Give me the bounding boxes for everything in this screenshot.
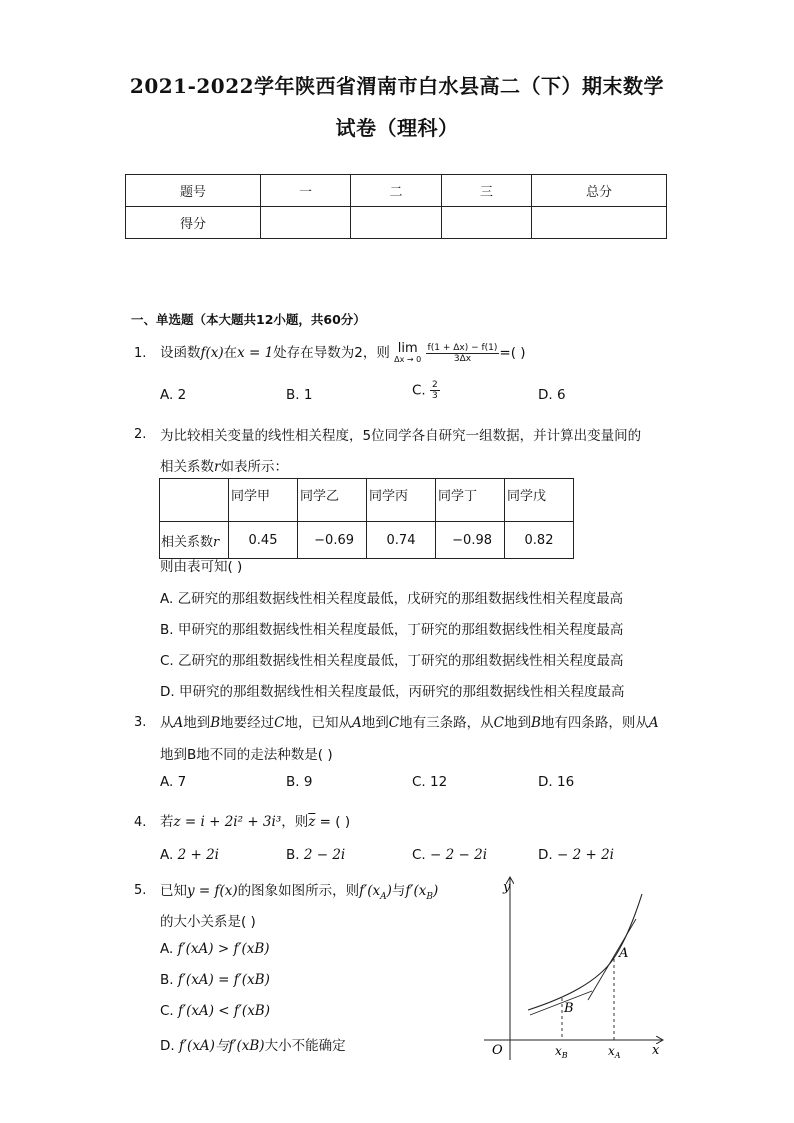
q3-text: 地有三条路，从	[399, 715, 494, 731]
q3-option-a	[160, 774, 186, 790]
option-value: 9	[303, 774, 313, 790]
correlation-table	[159, 478, 574, 559]
option-label: C.	[412, 382, 426, 399]
q1-x-eq: x = 1	[237, 345, 274, 361]
q2-line2	[160, 455, 288, 475]
question-1-text	[160, 341, 526, 365]
q3-option-c	[412, 774, 447, 790]
q3-var: C	[493, 715, 504, 731]
point-b-label: B	[564, 1001, 574, 1016]
row-label-text: 相关系数	[161, 534, 214, 550]
q4-option-b	[286, 847, 345, 863]
q5-sub-a: A	[380, 891, 387, 902]
q5-line2: 的大小关系是( )	[160, 914, 256, 930]
option-label: C.	[412, 774, 426, 790]
option-label: A.	[160, 591, 174, 607]
q3-var: A	[648, 715, 659, 731]
score-cell	[442, 207, 532, 239]
q3-line1	[160, 711, 659, 731]
correlation-row	[160, 522, 574, 559]
option-label: A.	[160, 847, 174, 863]
q3-var: A	[352, 715, 362, 731]
q3-text: 地到	[361, 715, 389, 731]
q3-var: A	[173, 715, 184, 731]
score-table-row	[126, 207, 667, 239]
q5-option-d	[160, 1034, 346, 1054]
correlation-header: 同学乙	[298, 479, 367, 522]
q5-line1: 已知y = f(x)的图象如图所示，则$f'(x_A)$与$f'(x_B)$	[160, 883, 439, 902]
x-axis-label: x	[652, 1043, 660, 1058]
q5-option-c	[160, 1003, 270, 1019]
option-label: B.	[286, 847, 300, 863]
xb-label	[555, 1044, 568, 1060]
q4-text: ，则	[281, 814, 309, 830]
q4-option-a	[160, 847, 219, 863]
q2-prompt: 则由表可知( )	[160, 559, 243, 575]
q2-line2-a: 相关系数	[160, 459, 214, 475]
q3-text: 地要经过	[220, 715, 275, 731]
question-number: 5.	[134, 883, 147, 898]
document-title-line1: 2021-2022学年陕西省渭南市白水县高二（下）期末数学	[129, 74, 665, 98]
option-label: C.	[160, 653, 174, 669]
q3-var: B	[530, 715, 541, 731]
q3-text: 地有四条路，则从	[540, 715, 649, 731]
q5-sub-b: B	[426, 891, 433, 902]
option-label: A.	[160, 774, 174, 790]
xb-x: x	[555, 1044, 562, 1058]
score-cell	[351, 207, 442, 239]
option-text: 乙研究的那组数据线性相关程度最低，丁研究的那组数据线性相关程度最高	[178, 653, 624, 669]
section-heading: 一、单选题（本大题共12小题，共60分）	[131, 312, 366, 327]
option-value: 7	[177, 774, 187, 790]
q2-option-a	[160, 587, 623, 607]
option-value: 2 + 2i	[177, 847, 219, 863]
q4-tail: = ( )	[315, 814, 351, 830]
correlation-row-label	[160, 522, 229, 559]
xa-label	[608, 1044, 621, 1060]
q1-option-d	[538, 387, 566, 403]
correlation-value: 0.82	[505, 522, 574, 559]
option-text: 大小不能确定	[264, 1038, 346, 1054]
option-expression: f′(xA) = f′(xB)	[177, 972, 270, 988]
option-value: − 2 + 2i	[556, 847, 614, 863]
q2-r-symbol: r	[214, 459, 221, 475]
q1-fraction	[426, 343, 500, 364]
q1-text-b: 在	[223, 345, 238, 361]
q3-text: 地到	[503, 715, 531, 731]
option-label: B.	[160, 972, 174, 988]
q5-fprime-b: f′(x	[405, 883, 427, 899]
q3-text: 地到	[183, 715, 211, 731]
option-label: C.	[412, 847, 426, 863]
option-text: 甲研究的那组数据线性相关程度最低，丁研究的那组数据线性相关程度最高	[177, 622, 624, 638]
xa-x: x	[608, 1044, 615, 1058]
option-label: B.	[160, 622, 174, 638]
correlation-value: −0.98	[436, 522, 505, 559]
correlation-value: 0.45	[229, 522, 298, 559]
score-row-label: 得分	[126, 207, 261, 239]
q5-option-b	[160, 972, 270, 988]
q1-option-c	[412, 380, 440, 401]
q2-option-c	[160, 649, 624, 669]
option-label: D.	[538, 387, 553, 403]
question-number: 2.	[134, 427, 147, 442]
option-value: 6	[556, 387, 566, 403]
score-cell	[532, 207, 667, 239]
q2-line2-b: 如表所示：	[220, 459, 288, 475]
origin-label: O	[492, 1043, 503, 1058]
q3-var: C	[274, 715, 285, 731]
score-table-header: 三	[442, 175, 532, 207]
q2-option-d	[160, 680, 624, 700]
document-title-line2: 试卷（理科）	[335, 116, 459, 140]
q1-text-a: 设函数	[160, 345, 201, 361]
option-label: C.	[160, 1003, 174, 1019]
option-text: 甲研究的那组数据线性相关程度最低，丙研究的那组数据线性相关程度最高	[178, 684, 625, 700]
xb-sub: B	[561, 1051, 568, 1060]
q5-text: 的图象如图所示，则	[237, 883, 360, 899]
option-label: D.	[538, 774, 553, 790]
tangent-a	[588, 919, 636, 1000]
option-value: − 2 − 2i	[430, 847, 488, 863]
correlation-header-row	[160, 479, 574, 522]
q2-option-b	[160, 618, 623, 638]
q4-zbar: $\overline{z}$	[308, 814, 316, 830]
score-table-header-row	[126, 175, 667, 207]
function-graph	[480, 872, 670, 1062]
question-number: 1.	[134, 346, 147, 361]
score-table-header: 题号	[126, 175, 261, 207]
q3-option-b	[286, 774, 312, 790]
q1-tail: =( )	[499, 345, 526, 361]
option-expression: f′(xA) < f′(xB)	[178, 1003, 270, 1019]
q3-line2: 地到B地不同的走法种数是( )	[160, 747, 333, 763]
score-table	[125, 174, 667, 239]
q1-fx: f(x)	[200, 345, 224, 361]
score-cell	[261, 207, 351, 239]
score-table-header: 一	[261, 175, 351, 207]
fraction-denominator: 3	[432, 391, 438, 401]
score-table-header: 总分	[532, 175, 667, 207]
q5-expression: y = f(x)	[187, 883, 238, 899]
q1-frac-num: f(1 + Δx) − f(1)	[427, 342, 498, 353]
option-value: 1	[303, 387, 313, 403]
q4-option-c	[412, 847, 487, 863]
question-number: 4.	[134, 815, 147, 830]
option-value: 16	[556, 774, 575, 790]
q1-frac-den: 3Δx	[453, 353, 472, 364]
correlation-header: 同学戊	[505, 479, 574, 522]
option-label: D.	[160, 1038, 175, 1054]
correlation-header	[160, 479, 229, 522]
option-label: D.	[538, 847, 553, 863]
option-fraction	[430, 380, 440, 401]
q3-text: 地，已知从	[284, 715, 353, 731]
option-label: B.	[286, 774, 300, 790]
q5-fprime-a: f′(x	[359, 883, 381, 899]
fraction-numerator: 2	[432, 380, 438, 390]
option-expression: f′(xA) > f′(xB)	[177, 941, 270, 957]
q3-option-d	[538, 774, 574, 790]
q1-option-a	[160, 387, 186, 403]
option-value: 2	[177, 387, 187, 403]
q1-option-b	[286, 387, 312, 403]
correlation-header: 同学丁	[436, 479, 505, 522]
q5-text: 与	[391, 883, 406, 899]
option-label: A.	[160, 941, 174, 957]
q1-limit	[394, 342, 421, 365]
q3-var: B	[210, 715, 221, 731]
option-text: 乙研究的那组数据线性相关程度最低，戊研究的那组数据线性相关程度最高	[177, 591, 624, 607]
q4-option-d	[538, 847, 614, 863]
correlation-header: 同学甲	[229, 479, 298, 522]
q1-lim-sub: Δx → 0	[394, 354, 422, 364]
option-value: 12	[430, 774, 448, 790]
correlation-value: 0.74	[367, 522, 436, 559]
point-a-label: A	[619, 946, 629, 961]
correlation-value: −0.69	[298, 522, 367, 559]
question-number: 3.	[134, 715, 147, 730]
option-label: A.	[160, 387, 174, 403]
option-label: B.	[286, 387, 300, 403]
option-expression: f′(xA)与f′(xB)	[178, 1038, 265, 1054]
q5-text: 已知	[160, 883, 187, 899]
q3-text: 从	[160, 715, 174, 731]
option-value: 2 − 2i	[303, 847, 346, 863]
q4-line1	[160, 810, 350, 830]
correlation-header: 同学丙	[367, 479, 436, 522]
q5-option-a	[160, 941, 270, 957]
option-label: D.	[160, 684, 175, 700]
xa-sub: A	[614, 1051, 621, 1060]
score-table-header: 二	[351, 175, 442, 207]
q4-text: 若	[160, 814, 174, 830]
q3-var: C	[388, 715, 400, 731]
row-label-r: r	[213, 534, 220, 550]
tangent-b	[530, 991, 592, 1015]
q2-line1: 为比较相关变量的线性相关程度，5位同学各自研究一组数据，并计算出变量间的	[160, 428, 642, 444]
q4-expression: z = i + 2i² + 3i³	[173, 814, 282, 830]
q1-text-c: 处存在导数为2，则	[273, 345, 390, 361]
q1-lim-word: lim	[397, 340, 418, 356]
y-axis-label: y	[503, 880, 511, 895]
